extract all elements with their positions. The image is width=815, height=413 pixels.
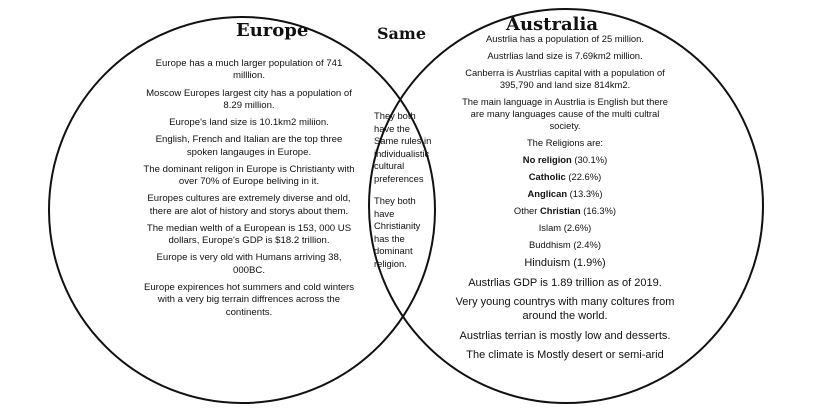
europe-fact: Europe is very old with Humans arriving 38, 000BC. — [156, 252, 342, 276]
australia-fact: Austrlias land size is 7.69km2 million. — [487, 50, 643, 62]
religion-item: No religion (30.1%) — [522, 154, 608, 166]
shared-fact: They both have Christianity has the dominant religion. — [374, 195, 421, 269]
europe-fact: The dominant religon in Europe is Christianty with over 70% of Europe beliving in it. — [143, 163, 355, 188]
australia-fact: The climate is Mostly desert or semi-arid — [466, 348, 664, 361]
europe-fact: English, French and Italian are the top three spoken langauges in Europe. — [155, 134, 343, 158]
religion-item: Catholic (22.6%) — [528, 171, 602, 183]
religion-item: Buddhism (2.4%) — [529, 239, 601, 251]
religions-heading: The Religions are: — [526, 137, 604, 149]
europe-fact: Moscow Europes largest city has a population of 8.29 million. — [146, 87, 352, 111]
religion-item: Islam (2.6%) — [538, 222, 592, 234]
australia-fact: Very young countrys with many coltures from around the world. — [455, 296, 675, 323]
australia-fact: Austrlias GDP is 1.89 trillion as of 2019. — [468, 276, 662, 289]
australia-fact: The main language in Austrlia is English but there are many languages cause of the multi cultral society. — [462, 96, 668, 132]
australia-fact: Canberra is Austrlias capital with a population of 395,790 and land size 814km2. — [465, 67, 665, 91]
shared-facts — [374, 110, 436, 280]
europe-facts — [140, 58, 358, 324]
australia-facts — [455, 33, 675, 367]
europe-fact: Europe's land size is 10.1km2 miliion. — [169, 117, 329, 129]
europe-title: Europe — [236, 20, 309, 41]
religion-item: Hinduism (1.9%) — [524, 257, 606, 270]
europe-fact: The median welth of a European is 153, 000 US dollars, Europe's GDP is $18.2 trillion. — [146, 222, 352, 247]
religion-item: Other Christian (16.3%) — [513, 205, 617, 217]
europe-fact: Europes cultures are extremely diverse and old, there are alot of history and storys about them. — [147, 193, 351, 217]
australia-fact: Austrlias terrian is mostly low and desserts. — [459, 329, 671, 342]
europe-fact: Europe expirences hot summers and cold winters with a very big terrain diffrences across the continents. — [143, 281, 355, 318]
australia-title: Australia — [506, 14, 598, 35]
shared-fact: They both have the Same rules in individualistic cultural preferences — [374, 110, 432, 184]
religion-item: Anglican (13.3%) — [527, 188, 603, 200]
europe-fact: Europe has a much larger population of 741 milllion. — [155, 58, 343, 82]
same-title: Same — [377, 24, 427, 43]
australia-fact: Austrlia has a population of 25 million. — [486, 33, 644, 44]
